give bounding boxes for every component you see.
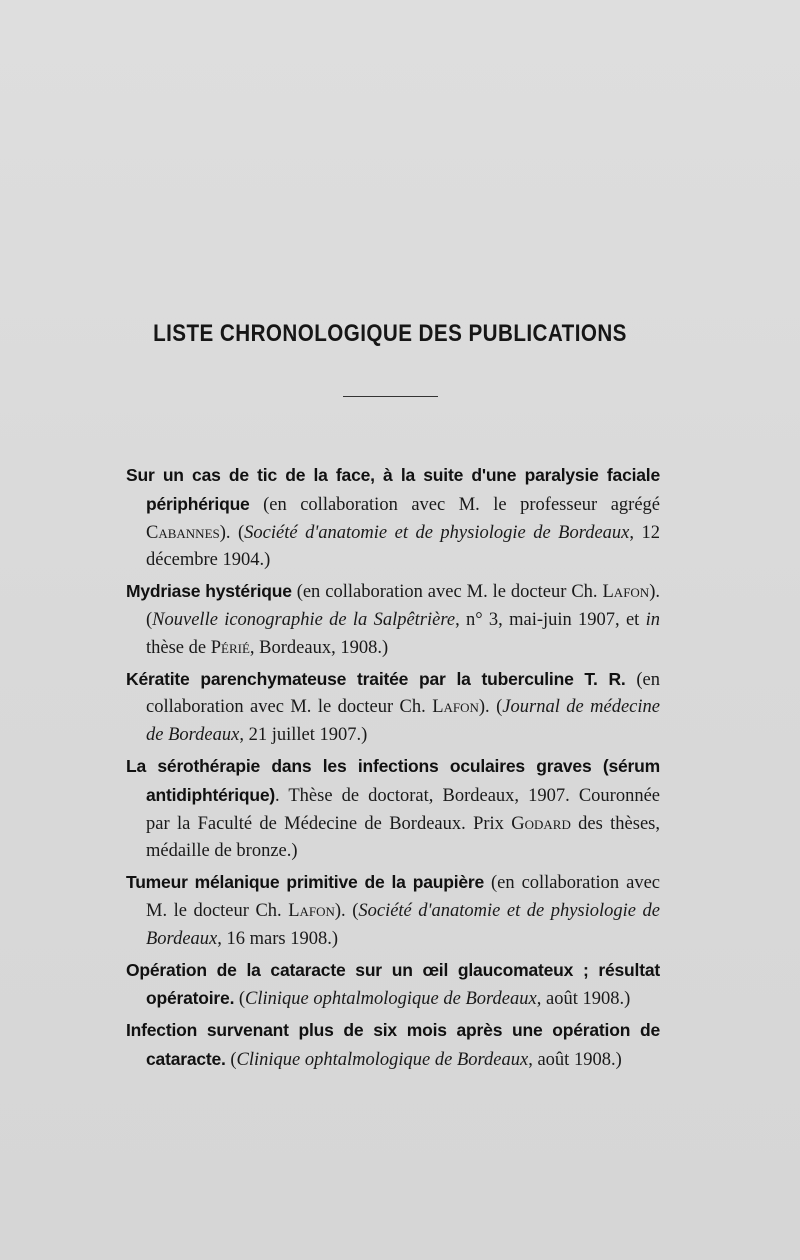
publication-text: (en collaboration avec M. le professeur agrégé [249, 494, 660, 515]
publication-date: , 21 juillet 1907.) [239, 725, 368, 746]
publication-entry-3 [126, 666, 660, 750]
publication-date: , août 1908.) [536, 989, 631, 1010]
publication-date: , 12 décembre 1904.) [146, 522, 660, 571]
publication-date: , Bordeaux, 1908.) [249, 637, 389, 658]
publication-date: , août 1908.) [528, 1049, 622, 1070]
author-name: Lafon [432, 697, 479, 718]
journal-name: Journal de médecine de Bordeaux [146, 697, 660, 746]
publication-text: (en collaboration avec M. le docteur Ch. [146, 873, 660, 921]
journal-name: Clinique ophtalmologique de Bordeaux [245, 989, 537, 1010]
publication-text: ( [225, 1049, 237, 1070]
publication-text: ). ( [219, 522, 245, 543]
publication-text: thèse de [146, 637, 211, 658]
author-name: Lafon [602, 582, 650, 603]
publication-text: ). ( [478, 697, 503, 718]
publication-title: Infection survenant plus de six mois après une opération de cataracte. [126, 1020, 660, 1069]
publication-entry-5 [126, 869, 660, 953]
author-name: Périé [210, 637, 250, 658]
publication-italic-word: in [645, 609, 660, 630]
journal-name: Clinique ophtalmologique de Bordeaux [236, 1049, 529, 1070]
publication-date: , 16 mars 1908.) [217, 928, 338, 949]
page-title: LISTE CHRONOLOGIQUE DES PUBLICATIONS [153, 320, 627, 347]
publication-entry-2 [126, 578, 660, 662]
publication-text: ). ( [334, 900, 359, 921]
publication-title: Opération de la cataracte sur un œil glaucomateux ; résultat opératoire. [126, 959, 660, 1009]
publication-entry-7 [126, 1017, 660, 1075]
publication-title: Kératite parenchymateuse traitée par la tuberculine T. R. [126, 668, 626, 689]
publication-title: Sur un cas de tic de la face, à la suite d'une paralysie faciale périphérique [126, 465, 660, 514]
publication-text: (en collaboration avec M. le docteur Ch. [146, 669, 660, 718]
journal-name: Nouvelle iconographie de la Salpêtrière [152, 609, 456, 630]
publication-text: des thèses, médaille de bronze.) [146, 813, 661, 862]
publication-list [126, 462, 660, 1078]
publication-entry-4 [126, 753, 660, 866]
author-name: Cabannes [146, 522, 220, 543]
journal-name: Société d'anatomie et de physiologie de Bordeaux [244, 522, 630, 543]
publication-title: Tumeur mélanique primitive de la paupière [126, 872, 485, 893]
journal-name: Société d'anatomie et de physiologie de Bordeaux [146, 900, 660, 949]
author-name: Lafon [288, 900, 335, 921]
publication-text: (en collaboration avec M. le docteur Ch. [291, 582, 603, 603]
publication-text: . Thèse de doctorat, Bordeaux, 1907. Couronnée par la Faculté de Médecine de Bordeaux. Prix [146, 785, 660, 834]
publication-title: Mydriase hystérique [126, 581, 292, 602]
author-name: Godard [511, 813, 571, 834]
publication-entry-6 [126, 957, 660, 1015]
publication-text: ( [234, 989, 246, 1010]
publication-text: ). ( [146, 582, 660, 630]
publication-text: , n° 3, mai-juin 1907, et [455, 609, 646, 630]
publication-title: La sérothérapie dans les infections oculaires graves (sérum antidiphtérique) [126, 755, 660, 805]
publication-entry-1 [126, 462, 660, 575]
title-divider [343, 396, 438, 397]
